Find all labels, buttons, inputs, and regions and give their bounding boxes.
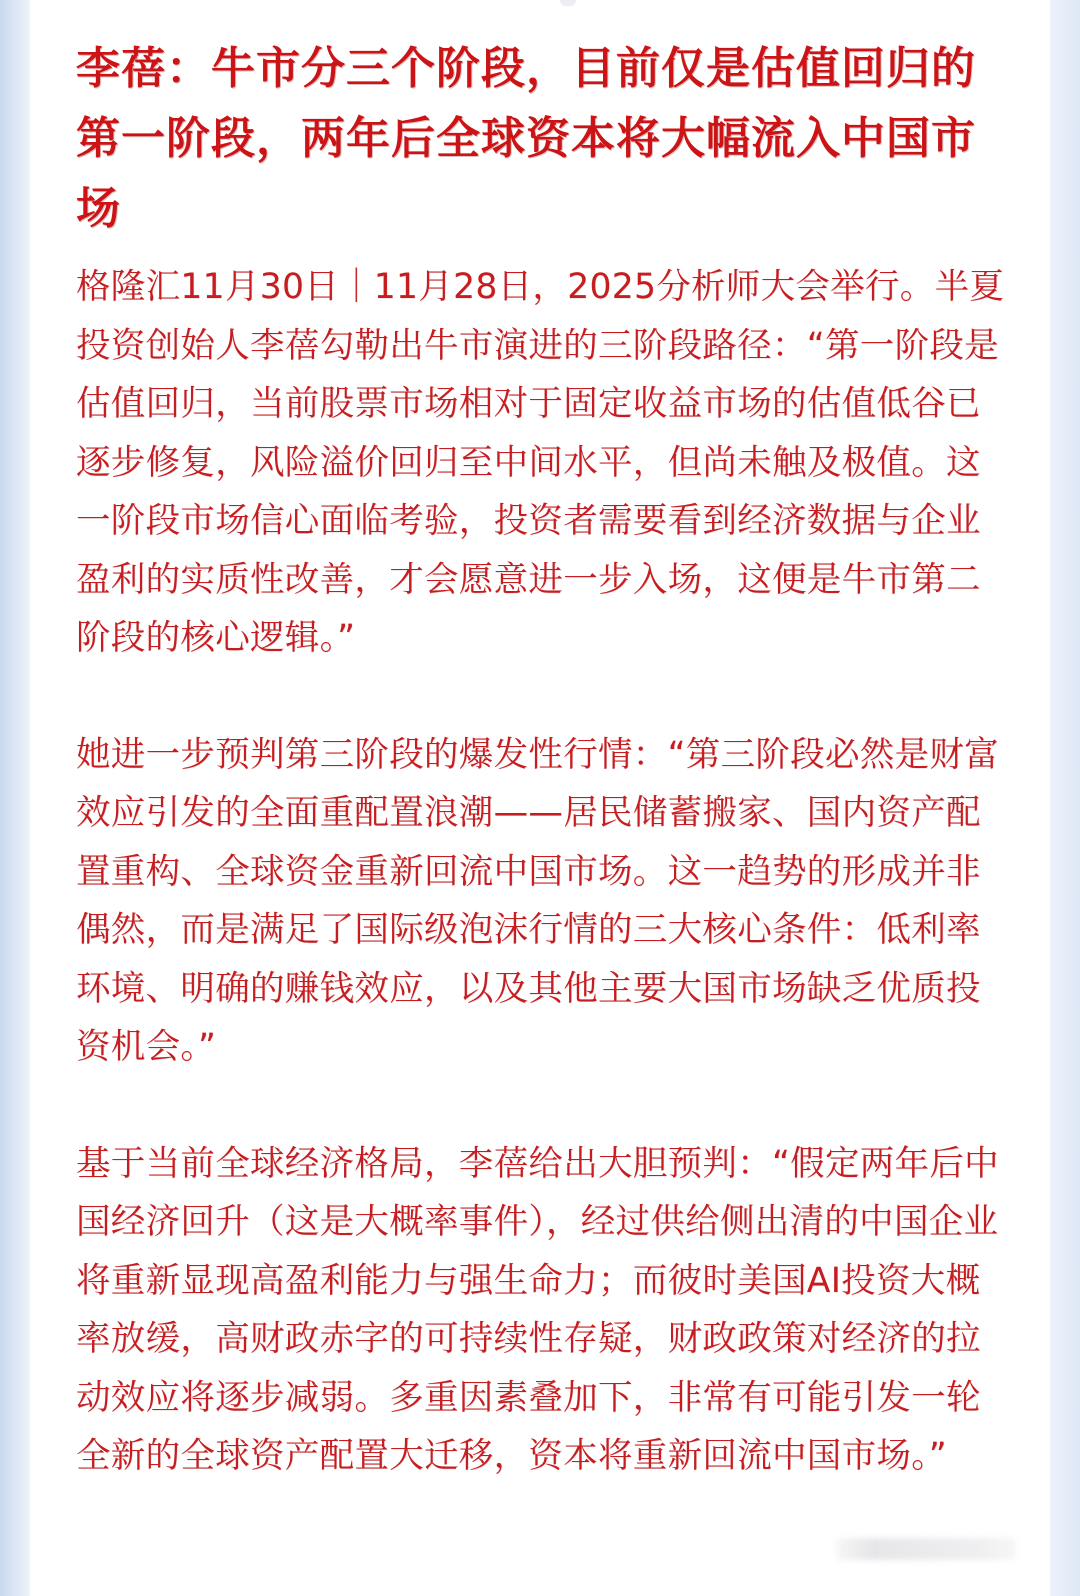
- blurred-watermark: [836, 1538, 1016, 1560]
- paragraph-global-forecast: 基于当前全球经济格局，李蓓给出大胆预判：“假定两年后中国经济回升（这是大概率事件），经过供给侧出清的中国企业将重新显现高盈利能力与强生命力；而彼时美国AI投资大概率放缓，高财政赤字的可持续性存疑，财政政策对经济的拉动效应将逐步减弱。多重因素叠加下，非常有可能引发一轮全新的全球资产配置大迁移，资本将重新回流中国市场。”: [76, 1143, 999, 1476]
- top-edge-mark: [560, 0, 576, 6]
- paragraph-intro-first-stage: 格隆汇11月30日｜11月28日，2025分析师大会举行。半夏投资创始人李蓓勾勒出牛市演进的三阶段路径：“第一阶段是估值回归，当前股票市场相对于固定收益市场的估值低谷已逐步修复，风险溢价回归至中间水平，但尚未触及极值。这一阶段市场信心面临考验，投资者需要看到经济数据与企业盈利的实质性改善，才会愿意进一步入场，这便是牛市第二阶段的核心逻辑。”: [76, 267, 1005, 658]
- article-card: [30, 0, 1050, 1596]
- paragraph-third-stage: 她进一步预判第三阶段的爆发性行情：“第三阶段必然是财富效应引发的全面重配置浪潮——居民储蓄搬家、国内资产配置重构、全球资金重新回流中国市场。这一趋势的形成并非偶然，而是满足了国际级泡沫行情的三大核心条件：低利率环境、明确的赚钱效应，以及其他主要大国市场缺乏优质投资机会。”: [76, 734, 999, 1067]
- article-body: [76, 258, 1010, 1486]
- article-headline: 李蓓：牛市分三个阶段，目前仅是估值回归的第一阶段，两年后全球资本将大幅流入中国市场: [76, 43, 976, 234]
